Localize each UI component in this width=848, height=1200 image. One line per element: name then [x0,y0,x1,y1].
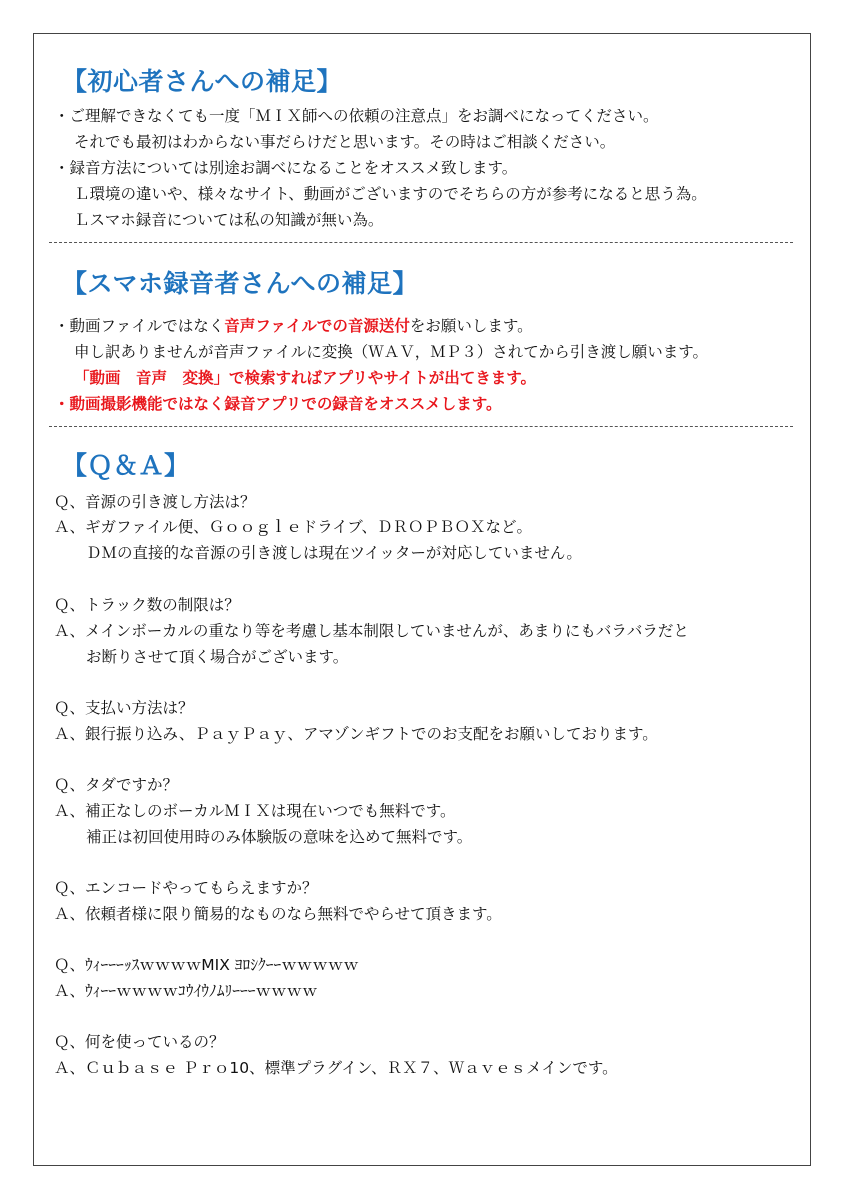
qa-answer: Ａ、Ｃｕｂａｓｅ Ｐｒｏ10、標準プラグイン、ＲＸ７、Ｗａｖｅｓメインです。 [54,1059,618,1077]
smartphone-line-1-prefix: ・動画ファイルではなく [54,317,225,335]
beginner-line-1: ・ご理解できなくても一度「ＭＩＸ師への依頼の注意点」をお調べになってください。 [54,107,659,125]
qa-question: Ｑ、トラック数の制限は？ [54,596,240,614]
beginner-section-title: 【初心者さんへの補足】 [62,67,343,96]
smartphone-line-2: 申し訳ありませんが音声ファイルに変換（ＷＡＶ，ＭＰ３）されてから引き渡し願います。 [74,343,708,361]
qa-question: Ｑ、ｳｨｰｰｰｯｽｗｗｗｗMIX ﾖﾛｼｸｰｰｗｗｗｗｗ [54,956,359,974]
beginner-line-4: Ｌ環境の違いや、様々なサイト、動画がございますのでそちらの方が参考になると思う為。 [74,185,707,203]
qa-question: Ｑ、何を使っているの？ [54,1033,225,1051]
qa-answer: Ａ、補正なしのボーカルＭＩＸは現在いつでも無料です。 [54,802,456,820]
smartphone-line-1-suffix: をお願いします。 [409,317,533,335]
smartphone-line-1 [54,316,533,336]
qa-section-title: 【Ｑ＆Ａ】 [62,451,190,480]
document-page [33,33,811,1166]
qa-answer-continued: お断りさせて頂く場合がございます。 [86,648,349,666]
qa-answer-continued: 補正は初回使用時のみ体験版の意味を込めて無料です。 [86,828,473,846]
qa-answer: Ａ、メインボーカルの重なり等を考慮し基本制限していませんが、あまりにもバラバラだと [54,622,689,640]
qa-answer-continued: ＤＭの直接的な音源の引き渡しは現在ツイッターが対応していません。 [86,544,582,562]
qa-answer: Ａ、ｳｨｰｰｗｗｗｗｺｳｲｳﾉﾑﾘｰｰｰｗｗｗｗ [54,982,318,1000]
qa-question: Ｑ、支払い方法は？ [54,699,194,717]
qa-answer: Ａ、依頼者様に限り簡易的なものなら無料でやらせて頂きます。 [54,905,502,923]
section-divider-1 [49,242,793,243]
smartphone-line-4: ・動画撮影機能ではなく録音アプリでの録音をオススメします。 [54,395,502,413]
qa-question: Ｑ、タダですか？ [54,776,179,794]
smartphone-line-1-emphasis: 音声ファイルでの音源送付 [224,317,410,335]
smartphone-line-3: 「動画 音声 変換」で検索すればアプリやサイトが出てきます。 [74,369,537,387]
beginner-line-3: ・録音方法については別途お調べになることをオススメ致します。 [54,159,518,177]
qa-question: Ｑ、音源の引き渡し方法は？ [54,493,256,511]
qa-answer: Ａ、銀行振り込み、ＰａｙＰａｙ、アマゾンギフトでのお支配をお願いしております。 [54,725,658,743]
beginner-line-2: それでも最初はわからない事だらけだと思います。その時はご相談ください。 [74,133,616,151]
section-divider-2 [49,426,793,427]
smartphone-section-title: 【スマホ録音者さんへの補足】 [62,269,419,298]
qa-answer: Ａ、ギガファイル便、Ｇｏｏｇｌｅドライブ、ＤＲＯＰＢＯＸなど。 [54,518,533,536]
beginner-line-5: Ｌスマホ録音については私の知識が無い為。 [74,211,384,229]
qa-question: Ｑ、エンコードやってもらえますか？ [54,879,318,897]
